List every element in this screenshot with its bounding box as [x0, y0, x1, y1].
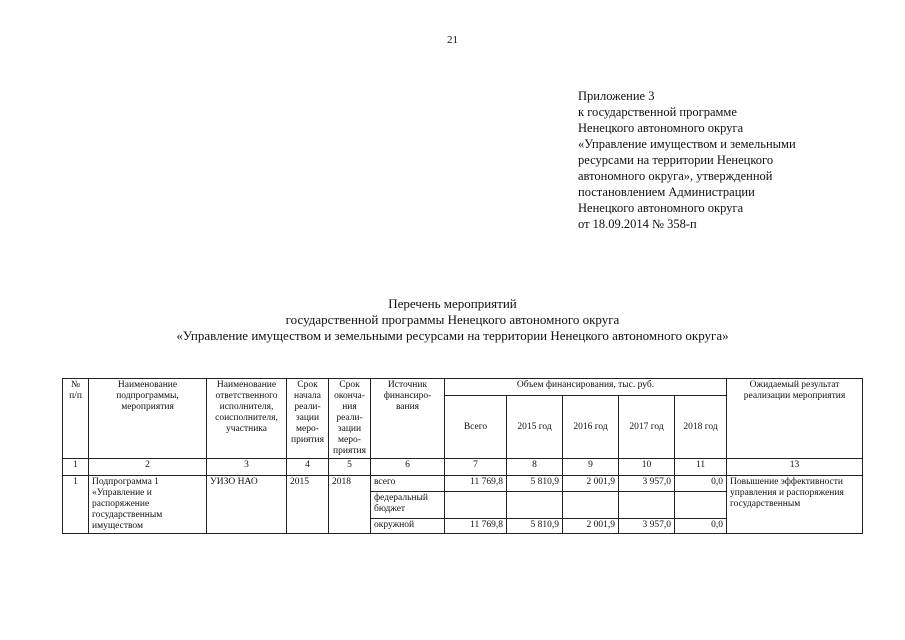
- header-name: Наименование подпрограммы, мероприятия: [89, 379, 207, 459]
- appendix-line: автономного округа», утвержденной: [578, 169, 773, 183]
- row-2015: [507, 491, 563, 518]
- column-number: 7: [445, 459, 507, 476]
- appendix-block: [578, 88, 828, 232]
- table-row: [63, 476, 863, 492]
- row-total: 11 769,8: [445, 476, 507, 492]
- row-2017: 3 957,0: [619, 476, 675, 492]
- appendix-line: ресурсами на территории Ненецкого: [578, 153, 774, 167]
- column-number-row: [63, 459, 863, 476]
- row-2015: 5 810,9: [507, 476, 563, 492]
- appendix-line: Ненецкого автономного округа: [578, 201, 744, 215]
- header-total: Всего: [445, 396, 507, 459]
- row-name: Подпрограмма 1 «Управление и распоряжение государственным имуществом: [89, 476, 207, 534]
- title-line: «Управление имуществом и земельными ресурсами на территории Ненецкого автономного округа»: [176, 328, 729, 343]
- title-line: Перечень мероприятий: [388, 296, 517, 311]
- row-2017: [619, 491, 675, 518]
- column-number: 6: [371, 459, 445, 476]
- appendix-line: к государственной программе: [578, 105, 737, 119]
- column-number: 9: [563, 459, 619, 476]
- row-total: 11 769,8: [445, 518, 507, 534]
- row-num: 1: [63, 476, 89, 534]
- column-number: 13: [727, 459, 863, 476]
- column-number: 1: [63, 459, 89, 476]
- appendix-line: Приложение 3: [578, 89, 655, 103]
- header-executor: Наименование ответственного исполнителя, соисполнителя, участника: [207, 379, 287, 459]
- row-result: Повышение эффективности управления и распоряжения государственным: [727, 476, 863, 534]
- header-2016: 2016 год: [563, 396, 619, 459]
- title-line: государственной программы Ненецкого автономного округа: [285, 312, 620, 327]
- appendix-line: Ненецкого автономного округа: [578, 121, 744, 135]
- header-result: Ожидаемый результат реализации мероприятия: [727, 379, 863, 459]
- row-2018: 0,0: [675, 476, 727, 492]
- row-2015: 5 810,9: [507, 518, 563, 534]
- appendix-line: «Управление имуществом и земельными: [578, 137, 796, 151]
- row-total: [445, 491, 507, 518]
- row-source: федеральный бюджет: [371, 491, 445, 518]
- row-executor: УИЗО НАО: [207, 476, 287, 534]
- row-end: 2018: [329, 476, 371, 534]
- column-number: 4: [287, 459, 329, 476]
- row-2016: 2 001,9: [563, 476, 619, 492]
- row-source: всего: [371, 476, 445, 492]
- column-number: 10: [619, 459, 675, 476]
- header-start: Срок начала реали-зации меро-приятия: [287, 379, 329, 459]
- row-2017: 3 957,0: [619, 518, 675, 534]
- column-number: 2: [89, 459, 207, 476]
- measures-table: [62, 378, 863, 534]
- row-start: 2015: [287, 476, 329, 534]
- appendix-line: постановлением Администрации: [578, 185, 755, 199]
- row-2016: 2 001,9: [563, 518, 619, 534]
- row-source: окружной: [371, 518, 445, 534]
- header-source: Источник финансиро-вания: [371, 379, 445, 459]
- header-2018: 2018 год: [675, 396, 727, 459]
- row-2016: [563, 491, 619, 518]
- column-number: 8: [507, 459, 563, 476]
- document-title: [0, 296, 905, 344]
- column-number: 11: [675, 459, 727, 476]
- row-2018: 0,0: [675, 518, 727, 534]
- column-number: 3: [207, 459, 287, 476]
- header-funding: Объем финансирования, тыс. руб.: [445, 379, 727, 396]
- header-2017: 2017 год: [619, 396, 675, 459]
- header-end: Срок оконча-ния реали-зации меро-приятия: [329, 379, 371, 459]
- row-2018: [675, 491, 727, 518]
- page-number: 21: [447, 34, 458, 46]
- header-num: № п/п: [63, 379, 89, 459]
- table-header-row: [63, 379, 863, 396]
- column-number: 5: [329, 459, 371, 476]
- appendix-line: от 18.09.2014 № 358-п: [578, 217, 697, 231]
- header-2015: 2015 год: [507, 396, 563, 459]
